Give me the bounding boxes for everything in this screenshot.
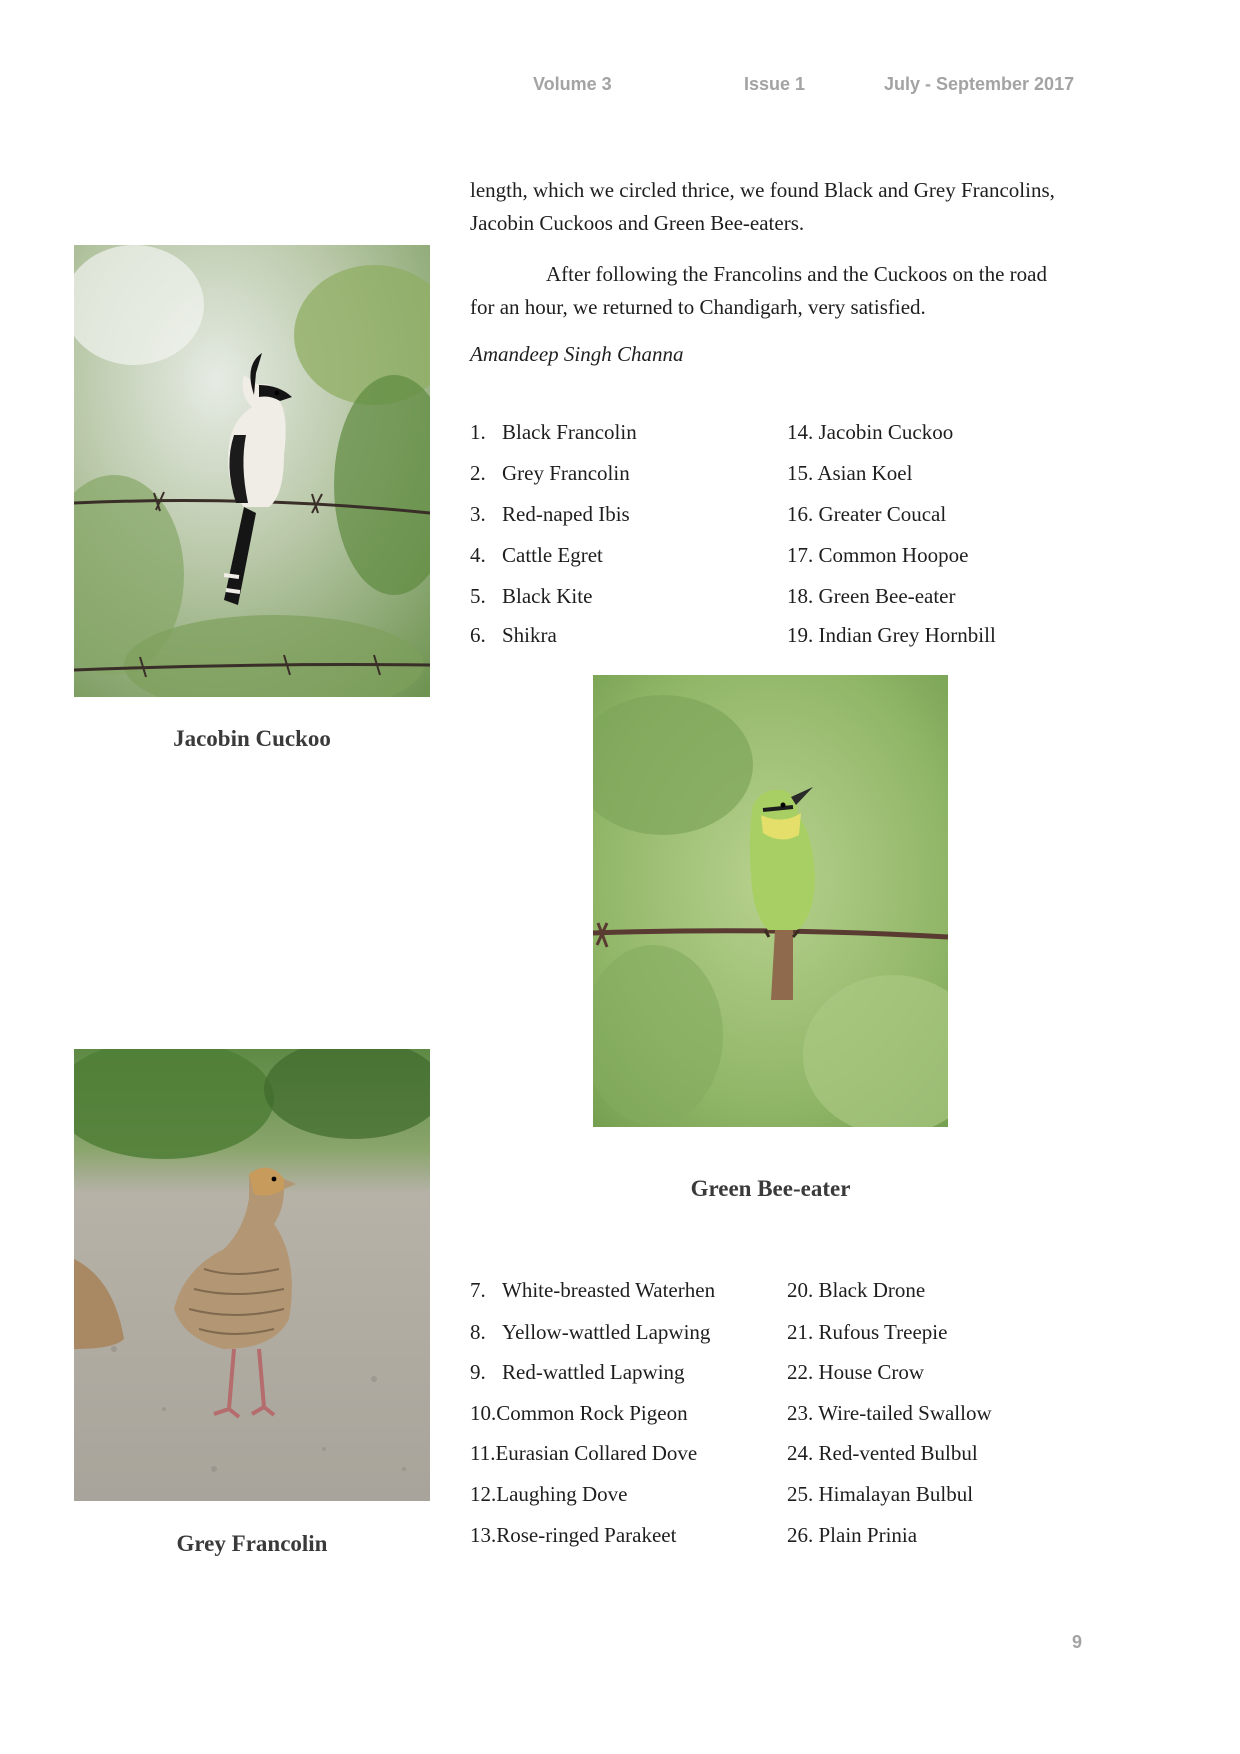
list-item-number: 26. (787, 1523, 814, 1547)
list-item-number: 18. (787, 584, 814, 608)
list-item-number: 1. (470, 420, 486, 444)
photo-grey-francolin (74, 1049, 430, 1501)
list-item (787, 1401, 992, 1426)
list-item-name: Greater Coucal (818, 502, 947, 526)
list-item (787, 1441, 978, 1466)
list-item-name: Red-vented Bulbul (818, 1441, 978, 1465)
body-paragraph-2: After following the Francolins and the Cuckoos on the road for an hour, we returned to Chandigarh, very satisfied. (470, 262, 1047, 319)
list-item-number: 7. (470, 1278, 486, 1302)
list-item (787, 1482, 973, 1507)
list-item-number: 22. (787, 1360, 814, 1384)
list-item-number: 19. (787, 623, 814, 647)
list-item-number: 6. (470, 623, 486, 647)
list-item (470, 1320, 710, 1345)
list-item-name: Asian Koel (817, 461, 913, 485)
list-item (470, 1401, 688, 1426)
list-item-name: Shikra (502, 623, 557, 647)
list-item (787, 623, 996, 648)
list-item (470, 1523, 676, 1548)
list-item (787, 502, 946, 527)
list-item (470, 461, 630, 486)
list-item-number: 25. (787, 1482, 814, 1506)
list-item-name: Rufous Treepie (818, 1320, 948, 1344)
list-item-number: 9. (470, 1360, 486, 1384)
list-item-number: 21. (787, 1320, 814, 1344)
list-item-name: Indian Grey Hornbill (818, 623, 996, 647)
list-item-number: 5. (470, 584, 486, 608)
list-item-name: Himalayan Bulbul (818, 1482, 974, 1506)
header-volume: Volume 3 (533, 74, 612, 94)
list-item-name: Grey Francolin (502, 461, 630, 485)
list-item-name: Black Drone (818, 1278, 926, 1302)
list-item-number: 12. (470, 1482, 497, 1506)
list-item-name: Red-naped Ibis (502, 502, 630, 526)
list-item-number: 16. (787, 502, 814, 526)
list-item-name: Rose-ringed Parakeet (496, 1523, 677, 1547)
list-item-number: 8. (470, 1320, 486, 1344)
list-item-name: Wire-tailed Swallow (818, 1401, 992, 1425)
caption-jacobin-cuckoo: Jacobin Cuckoo (173, 726, 331, 751)
list-item (470, 543, 603, 568)
list-item-number: 2. (470, 461, 486, 485)
author-byline: Amandeep Singh Channa (470, 342, 684, 366)
list-item-name: Cattle Egret (502, 543, 603, 567)
list-item (787, 1320, 947, 1345)
caption-grey-francolin: Grey Francolin (176, 1531, 328, 1556)
list-item-number: 13. (470, 1523, 497, 1547)
list-item-number: 11. (470, 1441, 496, 1465)
list-item-number: 10. (470, 1401, 497, 1425)
list-item-name: House Crow (818, 1360, 925, 1384)
caption-green-bee-eater: Green Bee-eater (690, 1176, 851, 1201)
header-period: July - September 2017 (884, 74, 1075, 94)
list-item-name: White-breasted Waterhen (502, 1278, 716, 1302)
list-item (787, 1360, 924, 1385)
list-item-name: Laughing Dove (496, 1482, 628, 1506)
list-item-name: Green Bee-eater (818, 584, 956, 608)
page-number: 9 (1072, 1632, 1083, 1652)
list-item-name: Jacobin Cuckoo (818, 420, 954, 444)
jacobin-cuckoo-image (74, 245, 430, 697)
list-item (470, 1278, 715, 1303)
list-item-name: Common Hoopoe (818, 543, 969, 567)
list-item (470, 584, 592, 609)
list-item-number: 15. (787, 461, 814, 485)
list-item (787, 420, 953, 445)
list-item-name: Red-wattled Lapwing (502, 1360, 685, 1384)
header-issue: Issue 1 (744, 74, 806, 94)
list-item (470, 1360, 685, 1385)
list-item-name: Black Kite (502, 584, 593, 608)
list-item (470, 420, 637, 445)
grey-francolin-image (74, 1049, 430, 1501)
list-item-number: 24. (787, 1441, 814, 1465)
list-item (787, 584, 955, 609)
photo-green-bee-eater (593, 675, 948, 1127)
list-item-number: 17. (787, 543, 814, 567)
list-item-name: Yellow-wattled Lapwing (502, 1320, 711, 1344)
photo-jacobin-cuckoo (74, 245, 430, 697)
list-item (470, 1441, 697, 1466)
list-item-number: 20. (787, 1278, 814, 1302)
list-item-name: Common Rock Pigeon (496, 1401, 688, 1425)
list-item-name: Black Francolin (502, 420, 637, 444)
list-item (787, 461, 912, 486)
list-item-number: 3. (470, 502, 486, 526)
green-bee-eater-image (593, 675, 948, 1127)
list-item (470, 623, 557, 648)
list-item (787, 543, 968, 568)
body-paragraph-1: length, which we circled thrice, we found Black and Grey Francolins, Jacobin Cuckoos and Green Bee-eaters. (470, 178, 1055, 235)
list-item (470, 502, 630, 527)
list-item (470, 1482, 627, 1507)
list-item (787, 1523, 917, 1548)
list-item-name: Plain Prinia (818, 1523, 918, 1547)
list-item-number: 14. (787, 420, 814, 444)
list-item-name: Eurasian Collared Dove (495, 1441, 698, 1465)
list-item-number: 4. (470, 543, 486, 567)
list-item-number: 23. (787, 1401, 814, 1425)
list-item (787, 1278, 925, 1303)
